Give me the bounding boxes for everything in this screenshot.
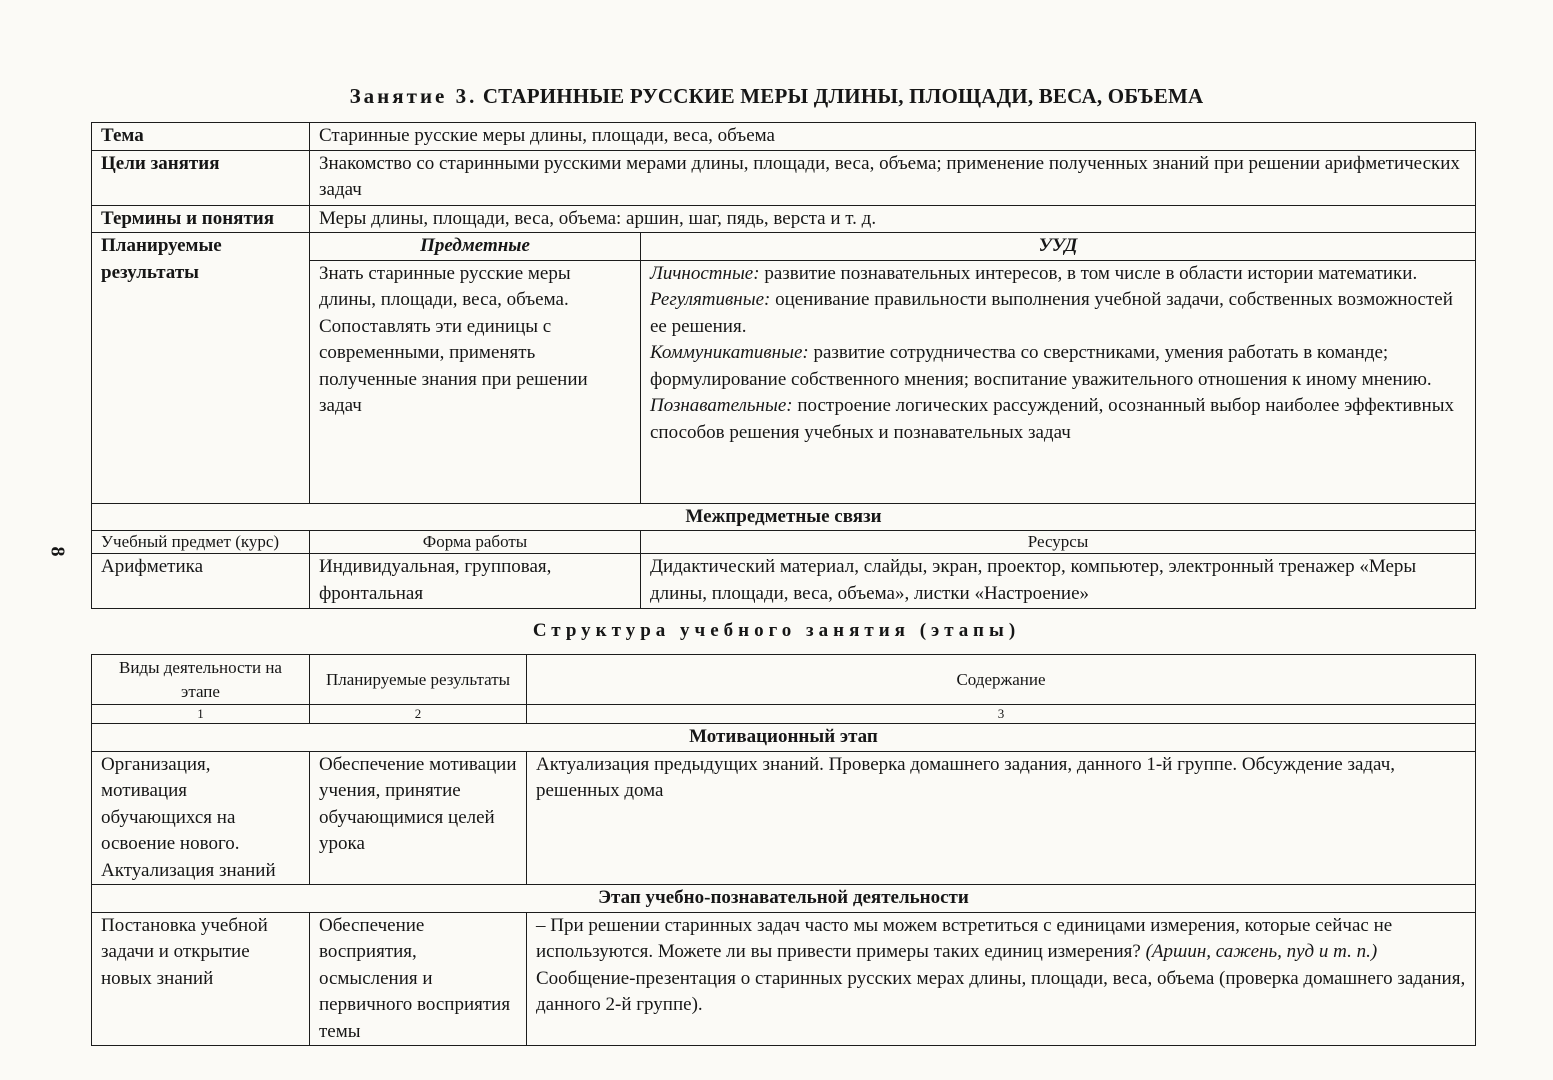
col-form-header: Форма работы [310,531,641,554]
uud-list [641,260,1476,503]
col-subject-header: Учебный предмет (курс) [92,531,310,554]
subject-cell: Арифметика [92,554,310,609]
stage-motivation-row [92,751,1476,885]
uud-communicative [650,340,1466,393]
uud-personal-text: развитие познавательных интересов, в том числе в области истории математики. [759,262,1418,284]
col-resources-header: Ресурсы [641,531,1476,554]
goals-label: Цели занятия [92,150,310,205]
topic-row [92,123,1476,151]
stages-header-row [92,655,1476,705]
stage-learning-content-hint: (Аршин, сажень, пуд и т. п.) [1145,941,1378,962]
stage-motivation-content: Актуализация предыдущих знаний. Проверка домашнего задания, данного 1-й группе. Обсуждение задач, решенных дома [527,751,1476,885]
results-header-row [92,233,1476,261]
stage-learning-row [92,912,1476,1046]
interdisciplinary-row [92,503,1476,531]
uud-cognitive [650,393,1466,446]
interdisciplinary-columns-row [92,531,1476,554]
col-results-header: Планируемые результаты [310,655,527,705]
uud-communicative-label: Коммуникативные: [650,342,809,363]
uud-communicative-text: развитие сотрудничества со сверстниками, умения работать в команде; формулирование собственного мнения; воспитание уважительного отношения к иному мнению. [650,342,1432,390]
lesson-card-table [91,122,1476,609]
stage-learning-results: Обеспечение восприятия, осмысления и первичного восприятия темы [310,912,527,1046]
structure-title: Структура учебного занятия (этапы) [532,620,1021,641]
col-number-1: 1 [92,705,310,724]
terms-label: Термины и понятия [92,205,310,233]
stage-motivation-results: Обеспечение мотивации учения, принятие обучающимися целей урока [310,751,527,885]
stages-table [91,654,1476,1046]
goals-row [92,150,1476,205]
col-number-2: 2 [310,705,527,724]
resources-cell: Дидактический материал, слайды, экран, проектор, компьютер, электронный тренажер «Меры длины, площади, веса, объема», листки «Настроение» [641,554,1476,609]
terms-row [92,205,1476,233]
uud-cognitive-label: Познавательные: [650,395,793,416]
uud-personal-label: Личностные: [650,262,760,284]
stages-number-row [92,705,1476,724]
subject-results-text: Знать старинные русские меры длины, площади, веса, объема. Сопоставлять эти единицы с современными, применять полученные знания при решении задач [310,260,641,503]
goals-value: Знакомство со старинными русскими мерами длины, площади, веса, объема; применение полученных знаний при решении арифметических задач [310,150,1476,205]
stage-learning-content-presentation: Сообщение-презентация о старинных русских мерах длины, площади, веса, объема (проверка домашнего задания, данного 2-й группе). [536,967,1466,1015]
col-number-3: 3 [527,705,1476,724]
stage-motivation-title: Мотивационный этап [92,724,1476,752]
results-label: Планируемые результаты [92,233,310,504]
topic-label: Тема [92,123,310,151]
title-main: СТАРИННЫЕ РУССКИЕ МЕРЫ ДЛИНЫ, ПЛОЩАДИ, ВЕСА, ОБЪЕМА [482,84,1204,108]
page-number: 8 [46,546,69,557]
subject-results-header: Предметные [310,233,641,261]
terms-value: Меры длины, площади, веса, объема: аршин, шаг, пядь, верста и т. д. [310,205,1476,233]
title-prefix: Занятие 3. [349,84,478,108]
uud-regulatory [650,287,1466,340]
stage-motivation-activity: Организация, мотивация обучающихся на освоение нового. Актуализация знаний [92,751,310,885]
stage-learning-content-question: – При решении старинных задач часто мы можем встретиться с единицами измерения, которые сейчас не используются. Можете ли вы привести примеры таких единиц измерения? [536,914,1393,962]
form-cell: Индивидуальная, групповая, фронтальная [310,554,641,609]
stage-learning-title: Этап учебно-познавательной деятельности [92,885,1476,913]
stage-motivation-title-row [92,724,1476,752]
interdisciplinary-header: Межпредметные связи [92,503,1476,531]
col-content-header: Содержание [527,655,1476,705]
topic-value: Старинные русские меры длины, площади, веса, объема [310,123,1476,151]
stage-learning-activity: Постановка учебной задачи и открытие новых знаний [92,912,310,1046]
uud-header: УУД [641,233,1476,261]
stage-learning-title-row [92,885,1476,913]
stage-learning-content [527,912,1476,1046]
uud-cognitive-text: построение логических рассуждений, осознанный выбор наиболее эффективных способов решения учебных и познавательных задач [650,395,1454,443]
uud-regulatory-text: оценивание правильности выполнения учебной задачи, собственных возможностей ее решения. [650,289,1453,337]
uud-personal [650,261,1466,288]
interdisciplinary-data-row [92,554,1476,609]
uud-regulatory-label: Регулятивные: [650,289,771,310]
col-activity-header: Виды деятельности на этапе [92,655,310,705]
page-title [0,84,1553,109]
